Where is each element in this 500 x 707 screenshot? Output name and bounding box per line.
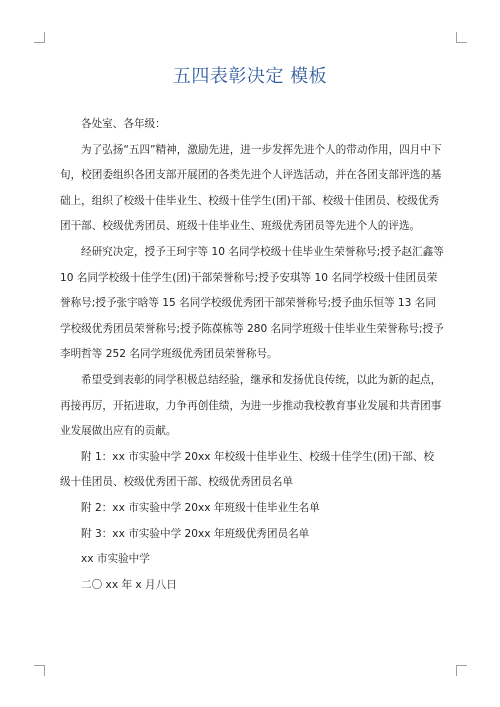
crop-mark-bottom-right [456, 665, 467, 676]
crop-mark-top-left [34, 32, 45, 43]
crop-mark-bottom-left [34, 665, 45, 676]
document-body [60, 112, 444, 598]
paragraph-decision: 经研究决定，授予王珂宇等 10 名同学校级十佳毕业生荣誉称号;授予赵汇鑫等 10 名同学校级十佳学生(团)干部荣誉称号;授予安琪等 10 名同学校级十佳团员荣誉称号;授予张宇晗等 15 名同学校级优秀团干部荣誉称号;授予曲乐恒等 13 名同学校级优秀团员荣誉称号;授予陈葆栋等 280 名同学班级十佳毕业生荣誉称号;授予李明哲等 252 名同学班级优秀团员荣誉称号。 [60, 245, 444, 361]
paragraph-expectation: 希望受到表彰的同学积极总结经验，继承和发扬优良传统，以此为新的起点，再接再厉，开拓进取，力争再创佳绩，为进一步推动我校教育事业发展和共青团事业发展做出应有的贡献。 [60, 373, 442, 438]
attachment-1: 附 1：xx 市实验中学 20xx 年校级十佳毕业生、校级十佳学生(团)干部、校级十佳团员、校级优秀团干部、校级优秀团员名单 [60, 450, 435, 489]
signature: xx 市实验中学 [81, 553, 150, 566]
crop-mark-top-right [456, 32, 467, 43]
date: 二〇 xx 年 x 月八日 [81, 578, 177, 591]
attachment-2: 附 2：xx 市实验中学 20xx 年班级十佳毕业生名单 [81, 501, 320, 514]
document-title: 五四表彰决定 模板 [172, 66, 328, 87]
salutation: 各处室、各年级： [81, 118, 166, 130]
paragraph-purpose: 为了弘扬“五四”精神，激励先进，进一步发挥先进个人的带动作用，四月中下旬，校团委组织各团支部开展团的各类先进个人评选活动，并在各团支部评选的基础上，组织了校级十佳毕业生、校级十佳学生(团)干部、校级十佳团员、校级优秀团干部、校级优秀团员、班级十佳毕业生、班级优秀团员等先进个人的评选。 [60, 143, 442, 233]
attachment-3: 附 3：xx 市实验中学 20xx 年班级优秀团员名单 [81, 527, 310, 540]
